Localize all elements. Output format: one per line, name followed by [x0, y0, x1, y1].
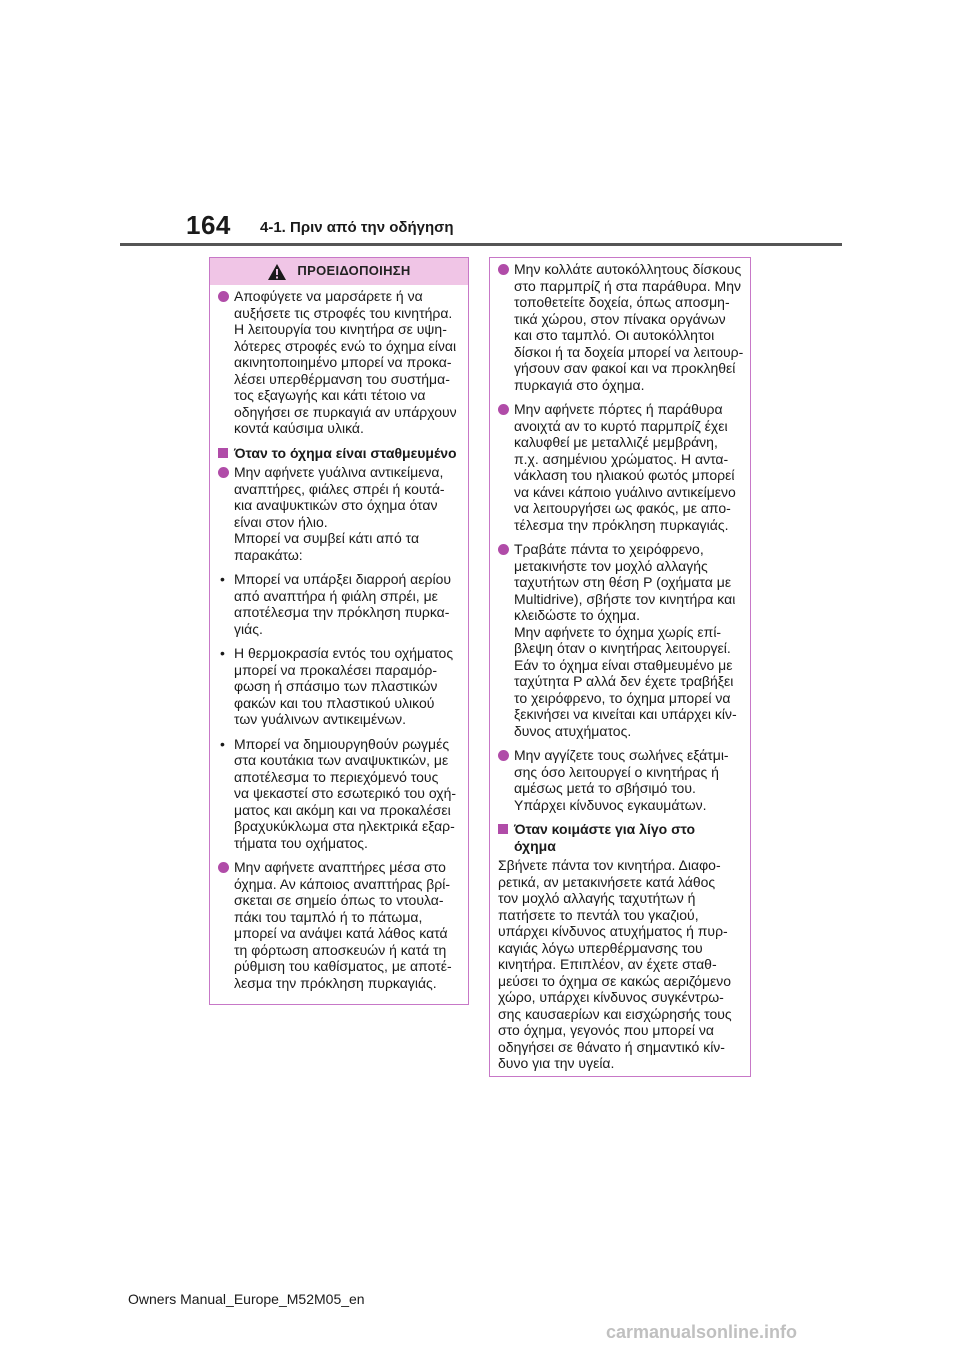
- dot-bullet-icon: •: [220, 645, 225, 661]
- text-line: αποτέλεσμα το περιεχόμενό τους: [234, 768, 439, 785]
- bullet-dot-icon: [498, 264, 509, 275]
- text-line: να ψεκαστεί στο εσωτερικό του οχή-: [234, 785, 457, 801]
- warning-paragraph: [218, 464, 460, 563]
- text-line: μεύσει το όχημα σε κακώς αεριζόμενο: [498, 972, 732, 989]
- text-line: Μπορεί να υπάρξει διαρροή αερίου: [234, 571, 452, 587]
- bullet-dot-icon: [218, 291, 229, 302]
- text-line: Μην αφήνετε το όχημα χωρίς επί-: [514, 623, 722, 640]
- text-line: στο παρμπρίζ ή στα παράθυρα. Μην: [514, 277, 742, 294]
- text-line: υπάρχει κίνδυνος ατυχήματος ή πυρ-: [498, 923, 728, 939]
- text-line: το χειρόφρενο, το όχημα μπορεί να: [514, 689, 731, 706]
- plain-paragraph: [498, 857, 742, 1072]
- text-line: Αποφύγετε να μαρσάρετε ή να: [234, 288, 423, 304]
- text-line: ματος και ακόμη και να προκαλέσει: [234, 801, 451, 818]
- text-line: Μην αφήνετε αναπτήρες μέσα στο: [234, 859, 446, 875]
- subheading-text: Όταν κοιμάστε για λίγο στο: [514, 821, 696, 837]
- text-line: ρύθμιση του καθίσματος, με αποτέ-: [234, 958, 452, 974]
- warning-paragraph: [218, 859, 460, 991]
- text-line: Μην κολλάτε αυτοκόλλητους δίσκους: [514, 261, 742, 277]
- text-line: και στο ταμπλό. Οι αυτοκόλλητοι: [514, 327, 715, 343]
- text-line: Τραβάτε πάντα το χειρόφρενο,: [514, 541, 704, 557]
- list-item: [218, 571, 460, 637]
- text-line: φακών και του πλαστικού υλικού: [234, 694, 435, 711]
- text-line: αναπτήρες, φιάλες σπρέι ή κουτά-: [234, 480, 445, 497]
- footer-text: Owners Manual_Europe_M52M05_en: [128, 1291, 365, 1307]
- text-line: κοντά καύσιμα υλικά.: [234, 420, 364, 436]
- bullet-dot-icon: [498, 544, 509, 555]
- text-line: ξεκινήσει να κινείται και υπάρχει κίν-: [514, 706, 737, 722]
- text-line: Σβήνετε πάντα τον κινητήρα. Διαφο-: [498, 857, 721, 873]
- text-line: χώρο, υπάρχει κίνδυνος συγκέντρω-: [498, 989, 724, 1005]
- text-line: μετακινήστε τον μοχλό αλλαγής: [514, 557, 708, 574]
- bullet-dot-icon: [218, 862, 229, 873]
- list-item: [218, 736, 460, 852]
- dot-bullet-icon: •: [220, 571, 225, 587]
- text-line: κια αναψυκτικών στο όχημα όταν: [234, 497, 438, 513]
- warning-triangle-icon: [267, 263, 287, 281]
- text-line: Μπορεί να συμβεί κάτι από τα: [234, 530, 420, 546]
- page-number: 164: [186, 210, 231, 240]
- warning-paragraph: [498, 747, 742, 813]
- text-line: να λειτουργήσει ως φακός, με απο-: [514, 500, 731, 516]
- header-divider: [120, 243, 842, 246]
- text-line: στα κουτάκια των αναψυκτικών, με: [234, 752, 449, 768]
- text-line: δίσκοι ή τα δοχεία μπορεί να λειτουρ-: [514, 343, 744, 360]
- text-line: τήματα του οχήματος.: [234, 834, 368, 851]
- text-line: οδηγήσει σε πυρκαγιά αν υπάρχουν: [234, 403, 457, 420]
- text-line: τικά χώρου, στον πίνακα οργάνων: [514, 310, 726, 327]
- text-line: Υπάρχει κίνδυνος εγκαυμάτων.: [514, 796, 707, 813]
- warning-paragraph: [498, 541, 742, 739]
- list-item: [218, 645, 460, 728]
- text-line: μπορεί να προκαλέσει παραμόρ-: [234, 661, 438, 678]
- text-line: ταχυτήτων στη θέση P (οχήματα με: [514, 574, 732, 590]
- warning-box-right: [489, 257, 751, 1077]
- subheading-text: όχημα: [514, 837, 556, 854]
- dot-bullet-icon: •: [220, 735, 225, 752]
- bullet-dot-icon: [498, 404, 509, 415]
- text-line: τέλεσμα την πρόκληση πυρκαγιάς.: [514, 516, 729, 533]
- text-line: παρακάτω:: [234, 546, 303, 563]
- text-line: πυρκαγιά στο όχημα.: [514, 376, 645, 393]
- warning-title: ΠΡΟΕΙΔΟΠΟΙΗΣΗ: [297, 263, 411, 279]
- text-line: βραχυκύκλωμα στα ηλεκτρικά εξαρ-: [234, 818, 455, 834]
- square-bullet-icon: [498, 824, 508, 834]
- square-bullet-icon: [218, 448, 228, 458]
- text-line: λότερες στροφές ενώ το όχημα είναι: [234, 337, 457, 354]
- text-line: τος εξαγωγής και κάτι τέτοιο να: [234, 387, 426, 403]
- text-line: λέσει υπερθέρμανση του συστήμα-: [234, 370, 450, 387]
- text-line: πάκι του ταμπλό ή το πάτωμα,: [234, 908, 423, 925]
- subheading-text: Όταν το όχημα είναι σταθμευμένο: [234, 444, 457, 461]
- text-line: είναι στον ήλιο.: [234, 513, 328, 530]
- text-line: τον μοχλό αλλαγής ταχυτήτων ή: [498, 890, 696, 906]
- text-line: των γυάλινων αντικειμένων.: [234, 711, 407, 727]
- warning-paragraph: [498, 401, 742, 533]
- text-line: αμέσως μετά το σβήσιμό του.: [514, 780, 696, 796]
- section-title: 4-1. Πριν από την οδήγηση: [260, 219, 454, 236]
- text-line: Multidrive), σβήστε τον κινητήρα και: [514, 590, 736, 607]
- text-line: καλυφθεί με μεταλλιζέ μεμβράνη,: [514, 434, 718, 450]
- text-line: νάκλαση του ηλιακού φωτός μπορεί: [514, 467, 735, 483]
- text-line: ταχύτητα P αλλά δεν έχετε τραβήξει: [514, 673, 734, 689]
- subheading: [218, 445, 460, 462]
- text-line: όχημα. Αν κάποιος αναπτήρας βρί-: [234, 875, 451, 892]
- text-line: καγιάς λόγω υπερθέρμανσης του: [498, 939, 703, 956]
- text-line: από αναπτήρα ή φιάλη σπρέι, με: [234, 587, 438, 604]
- text-line: οδηγήσει σε θάνατο ή σημαντικό κίν-: [498, 1038, 725, 1055]
- bullet-dot-icon: [498, 750, 509, 761]
- text-line: Μπορεί να δημιουργηθούν ρωγμές: [234, 735, 450, 752]
- text-line: σης όσο λειτουργεί ο κινητήρας ή: [514, 763, 719, 780]
- text-line: σης καυσαερίων και εισχώρησής τους: [498, 1005, 732, 1022]
- text-line: σκεται σε σημείο όπως το ντουλα-: [234, 892, 444, 908]
- text-line: αποτέλεσμα την πρόκληση πυρκα-: [234, 604, 450, 620]
- text-line: δυνο για την υγεία.: [498, 1055, 615, 1071]
- text-line: Μην αφήνετε πόρτες ή παράθυρα: [514, 401, 723, 417]
- text-line: λεσμα την πρόκληση πυρκαγιάς.: [234, 974, 437, 991]
- text-line: φωση ή σπάσιμο των πλαστικών: [234, 678, 438, 694]
- text-line: πατήσετε το πεντάλ του γκαζιού,: [498, 906, 699, 923]
- text-line: μπορεί να ανάψει κατά λάθος κατά: [234, 925, 448, 941]
- text-line: ακινητοποιημένο μπορεί να προκα-: [234, 354, 452, 370]
- warning-box-left: [209, 257, 469, 1005]
- text-line: να κάνει κάποιο γυάλινο αντικείμενο: [514, 483, 736, 500]
- text-line: Η θερμοκρασία εντός του οχήματος: [234, 645, 454, 661]
- text-line: Μην αγγίζετε τους σωλήνες εξάτμι-: [514, 747, 729, 763]
- text-line: αυξήσετε τις στροφές του κινητήρα.: [234, 304, 453, 321]
- warning-paragraph: [498, 261, 742, 393]
- text-line: κλειδώστε το όχημα.: [514, 607, 640, 623]
- text-line: βλεψη όταν ο κινητήρας λειτουργεί.: [514, 640, 731, 656]
- text-line: γήσουν σαν φακοί και να προκληθεί: [514, 360, 736, 376]
- text-line: Η λειτουργία του κινητήρα σε υψη-: [234, 321, 447, 337]
- text-line: στο όχημα, γεγονός που μπορεί να: [498, 1022, 714, 1038]
- warning-header: [210, 258, 468, 285]
- text-line: ανοιχτά αν το κυρτό παρμπρίζ έχει: [514, 417, 728, 434]
- text-line: Μην αφήνετε γυάλινα αντικείμενα,: [234, 464, 444, 480]
- text-line: τη φόρτωση αποσκευών ή κατά τη: [234, 941, 447, 958]
- bullet-dot-icon: [218, 467, 229, 478]
- text-line: π.χ. ασημένιου χρώματος. Η αντα-: [514, 450, 729, 467]
- subheading: [498, 821, 742, 854]
- watermark: carmanualsonline.info: [606, 1322, 798, 1342]
- text-line: Εάν το όχημα είναι σταθμευμένο με: [514, 656, 733, 673]
- text-line: ρετικά, αν μετακινήσετε κατά λάθος: [498, 873, 716, 890]
- text-line: κινητήρα. Επιπλέον, αν έχετε σταθ-: [498, 956, 717, 972]
- text-line: δυνος ατυχήματος.: [514, 722, 632, 739]
- text-line: γιάς.: [234, 620, 263, 637]
- warning-paragraph: [218, 288, 460, 437]
- text-line: τοποθετείτε δοχεία, όπως αποσμη-: [514, 294, 730, 310]
